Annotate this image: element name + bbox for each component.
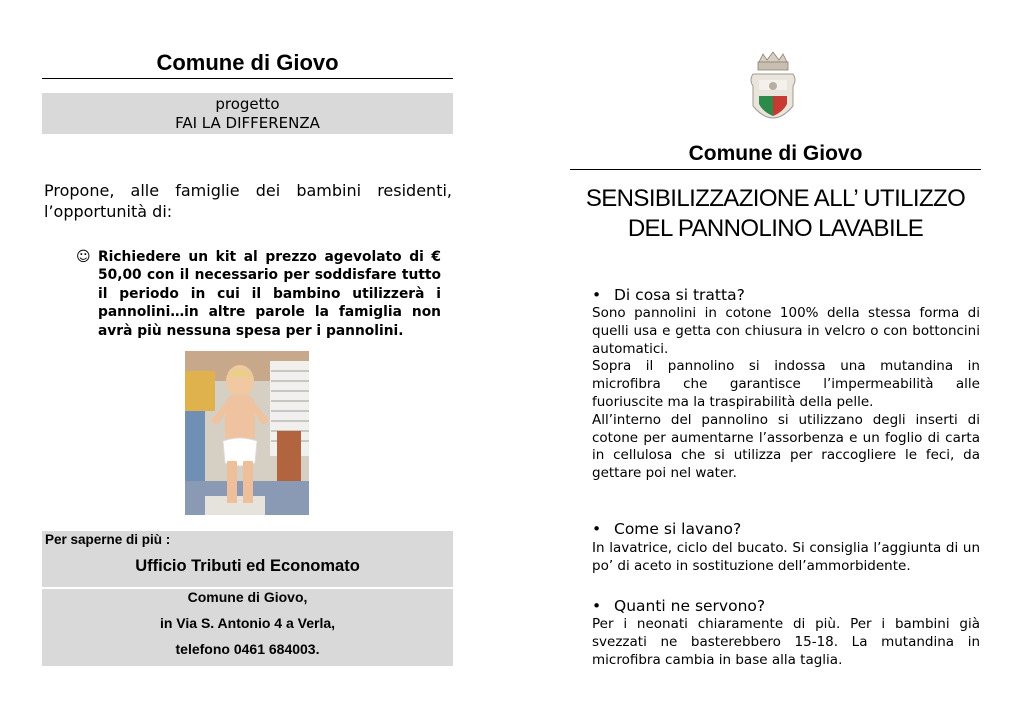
contact-label: Per saperne di più : <box>45 532 171 547</box>
bullet-icon: • <box>592 520 602 538</box>
intro-word: alle <box>130 181 160 200</box>
project-name: FAI LA DIFFERENZA <box>175 114 320 132</box>
intro-line-2: l’opportunità di: <box>44 202 173 221</box>
answer-what-is-it <box>592 305 980 483</box>
intro-line-1 <box>44 180 452 201</box>
paragraph: Sono pannolini in cotone 100% della stessa forma di quelli usa e getta con chiusura in velcro o con bottoncini automatici. <box>592 305 980 357</box>
intro-word: residenti, <box>377 181 452 200</box>
headline-line-2: DEL PANNOLINO LAVABILE <box>627 215 924 242</box>
intro-word: dei <box>255 181 281 200</box>
project-box <box>42 93 453 134</box>
right-title: Comune di Giovo <box>688 142 863 165</box>
question-how-many <box>592 597 765 615</box>
contact-line-2: in Via S. Antonio 4 a Verla, <box>159 615 336 631</box>
answer-how-many <box>592 616 980 669</box>
paragraph: All’interno del pannolino si utilizzano degli inserti di cotone per aumentarne l’assorbenza e un foglio di carta in cellulosa che si utilizza per raccogliere le feci, da gettare poi nel water. <box>592 411 980 482</box>
office-name: Ufficio Tributi ed Economato <box>135 557 360 575</box>
bullet-icon: • <box>592 597 602 615</box>
question-what-is-it <box>592 286 745 304</box>
intro-word: bambini <box>296 181 362 200</box>
headline <box>570 184 981 244</box>
contact-line-3: telefono 0461 684003. <box>175 641 320 657</box>
paragraph: In lavatrice, ciclo del bucato. Si consiglia l’aggiunta di un po’ di aceto in sostituzione dell’ammorbidente. <box>592 540 980 574</box>
intro-word: Propone, <box>44 181 115 200</box>
question-text: Di cosa si tratta? <box>614 286 745 304</box>
question-text: Quanti ne servono? <box>614 597 766 615</box>
intro-word: famiglie <box>175 181 240 200</box>
right-title-rule <box>570 169 981 170</box>
answer-how-to-wash <box>592 540 980 576</box>
question-how-to-wash <box>592 520 741 538</box>
left-title: Comune di Giovo <box>156 50 339 75</box>
intro-text <box>44 180 452 222</box>
contact-line-1: Comune di Giovo, <box>187 589 308 605</box>
left-title-rule <box>42 78 453 79</box>
toddler-photo <box>185 351 309 515</box>
project-label: progetto <box>215 95 280 113</box>
paragraph: Per i neonati chiaramente di più. Per i bambini già svezzati ne basterebbero 15-18. La mutandina in microfibra cambia in base alla taglia. <box>592 616 980 668</box>
bullet-icon: • <box>592 286 602 304</box>
kit-offer-text: Richiedere un kit al prezzo agevolato di € 50,00 con il necessario per soddisfare tutto il periodo in cui il bambino utilizzerà i pannolini…in altre parole la famiglia non avrà più nessuna spesa per i pannolini. <box>98 249 441 339</box>
headline-line-1: SENSIBILIZZAZIONE ALL’ UTILIZZO <box>585 185 966 212</box>
question-text: Come si lavano? <box>614 520 742 538</box>
coat-of-arms-icon <box>749 50 797 128</box>
paragraph: Sopra il pannolino si indossa una mutandina in microfibra che garantisce l’impermeabilità alle fuoriuscite ma la traspirabilità della pelle. <box>592 358 980 410</box>
smiley-icon: ☺ <box>76 249 91 265</box>
